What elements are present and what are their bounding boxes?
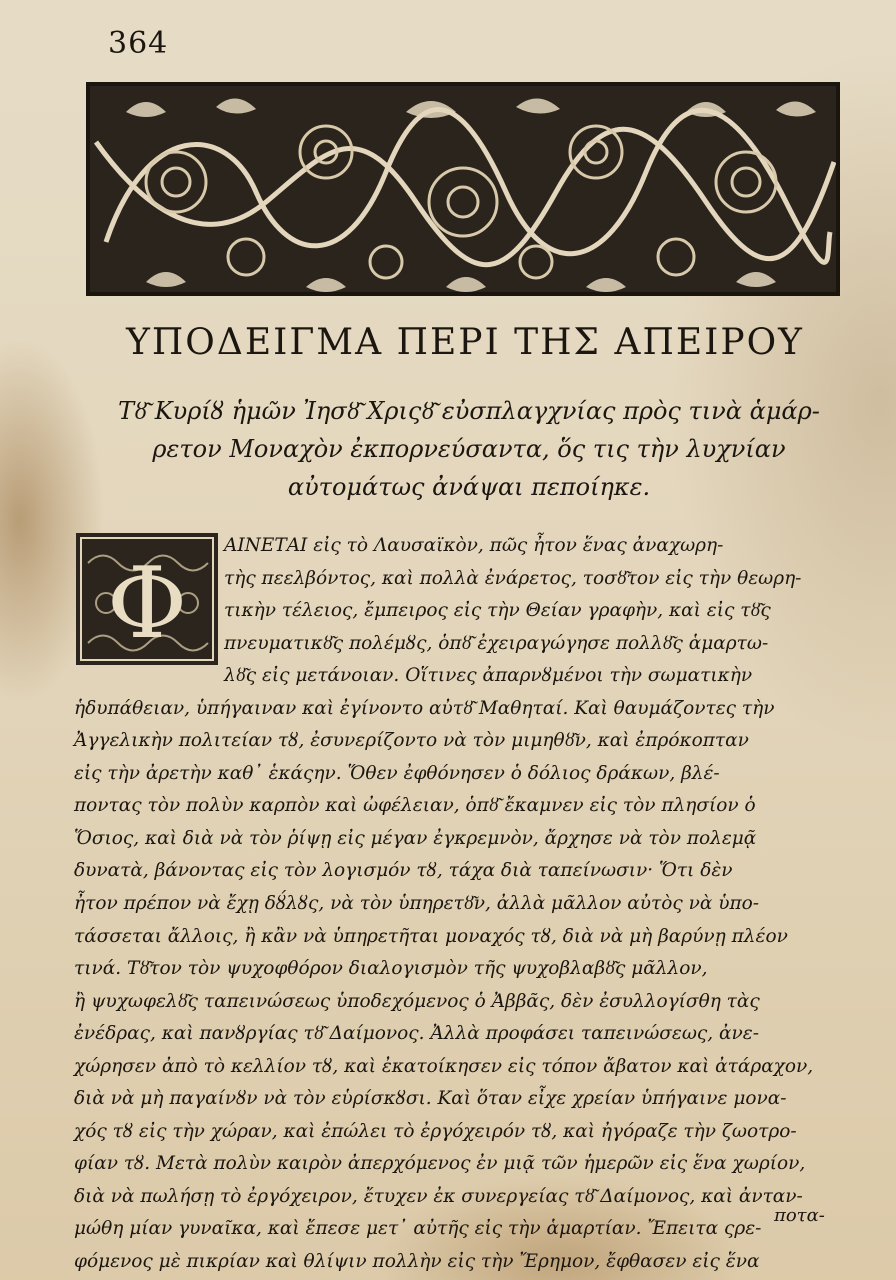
- text-line: ἦτον πρέπον νὰ ἔχῃ δȣ́λȣς, νὰ τὸν ὑπηρετȣ͂ν, ἀλλὰ μᾶλλον αὐτὸς νὰ ὑπο-: [74, 893, 760, 915]
- text-line: φόμενος μὲ πικρίαν καὶ θλίψιν πολλὴν εἰς τὴν Ἔρημον, ἔφθασεν εἰς ἕνα: [74, 1251, 760, 1273]
- text-line: ΑΙΝΕΤΑΙ εἰς τὸ Λαυσαϊκὸν, πῶς ἦτον ἕνας ἀναχωρη-: [224, 535, 724, 556]
- text-line: λȣ͂ς εἰς μετάνοιαν. Οἵτινες ἀπαρνȣμένοι τὴν σωματικὴν: [224, 665, 753, 687]
- chapter-subtitle: [74, 392, 864, 506]
- text-line: ἐνέδρας, καὶ πανȣργίας τȣ͂ Δαίμονος. Ἀλλὰ προφάσει ταπεινώσεως, ἀνε-: [74, 1023, 759, 1045]
- text-line: χός τȣ εἰς τὴν χώραν, καὶ ἐπώλει τὸ ἐργόχειρόν τȣ, καὶ ἠγόραζε τὴν ζωοτρο-: [74, 1120, 797, 1142]
- subtitle-line: ρετον Μοναχὸν ἐκπορνεύσαντα, ὅς τις τὴν λυχνίαν: [152, 435, 786, 463]
- text-line: δυνατὰ, βάνοντας εἰς τὸν λογισμόν τȣ, τάχα διὰ ταπείνωσιν· Ὅτι δὲν: [74, 860, 733, 882]
- text-line: ἢ ψυχωφελȣ͂ς ταπεινώσεως ὑποδεχόμενος ὁ Ἀββᾶς, δὲν ἐσυλλογίσθη τὰς: [74, 990, 760, 1012]
- catchword: ποτα-: [774, 1205, 825, 1226]
- ornamental-headpiece: [86, 82, 840, 296]
- text-line: χώρησεν ἀπὸ τὸ κελλίον τȣ, καὶ ἐκατοίκησεν εἰς τόπον ἄβατον καὶ ἀτάραχον,: [74, 1055, 814, 1077]
- text-line: Ἀγγελικὴν πολιτείαν τȣ, ἐσυνερίζοντο νὰ τὸν μιμηθȣ͂ν, καὶ ἐπρόκοπταν: [74, 730, 749, 752]
- text-line: φίαν τȣ. Μετὰ πολὺν καιρὸν ἀπερχόμενος ἐν μιᾷ τῶν ἡμερῶν εἰς ἕνα χωρίον,: [74, 1153, 806, 1175]
- text-line: διὰ νὰ πωλήσῃ τὸ ἐργόχειρον, ἔτυχεν ἐκ συνεργείας τȣ͂ Δαίμονος, καὶ ἀνταν-: [74, 1185, 803, 1207]
- text-line: διὰ νὰ μὴ παγαίνȣν νὰ τὸν εὑρίσκȣσι. Καὶ ὅταν εἶχε χρείαν ὑπήγαινε μονα-: [74, 1088, 787, 1110]
- body-text: [74, 530, 864, 1279]
- text-line: ἡδυπάθειαν, ὑπήγαιναν καὶ ἐγίνοντο αὐτȣ͂ Μαθηταί. Καὶ θαυμάζοντες τὴν: [74, 697, 775, 719]
- text-line: ποντας τὸν πολὺν καρπὸν καὶ ὠφέλειαν, ὁπȣ͂ ἔκαμνεν εἰς τὸν πλησίον ὁ: [74, 795, 756, 817]
- text-line: Ὅσιος, καὶ διὰ νὰ τὸν ῥίψῃ εἰς μέγαν ἐγκρεμνὸν, ἄρχησε νὰ τὸν πολεμᾷ: [74, 827, 757, 849]
- text-line: τάσσεται ἄλλοις, ἢ κἂν νὰ ὑπηρετῆται μοναχός τȣ, διὰ νὰ μὴ βαρύνῃ πλέον: [74, 925, 788, 947]
- subtitle-line: Τȣ͂ Κυρίȣ ἡμῶν Ἰησȣ͂ Χριςȣ͂ εὐσπλαγχνίας πρὸς τινὰ ἁμάρ-: [118, 397, 820, 425]
- subtitle-line: αὐτομάτως ἀνάψαι πεποίηκε.: [287, 473, 651, 501]
- initial-letter: Φ: [106, 547, 188, 661]
- page-number: 364: [108, 26, 169, 61]
- text-line: τὴς πεελβόντος, καὶ πολλὰ ἐνάρετος, τοσȣ͂τον εἰς τὴν θεωρη-: [224, 567, 802, 589]
- text-line: πνευματικȣ͂ς πολέμȣς, ὁπȣ͂ ἐχειραγώγησε πολλȣ͂ς ἁμαρτω-: [224, 632, 769, 654]
- text-line: τινά. Τȣ͂τον τὸν ψυχοφθόρον διαλογισμὸν τῆς ψυχοβλαβȣ͂ς μᾶλλον,: [74, 958, 708, 980]
- text-line: μώθη μίαν γυναῖκα, καὶ ἔπεσε μετ᾽ αὐτῆς εἰς τὴν ἁμαρτίαν. Ἔπειτα ςρε-: [74, 1218, 762, 1240]
- text-line: τικὴν τέλειος, ἔμπειρος εἰς τὴν Θείαν γραφὴν, καὶ εἰς τȣ͂ς: [224, 600, 771, 622]
- chapter-title: ΥΠΟΔΕΙΓΜΑ ΠΕΡΙ ΤΗΣ ΑΠΕΙΡΟΥ: [126, 322, 804, 363]
- text-line: εἰς τὴν ἀρετὴν καθ᾽ ἑκάςην. Ὅθεν ἐφθόνησεν ὁ δόλιος δράκων, βλέ-: [74, 762, 720, 784]
